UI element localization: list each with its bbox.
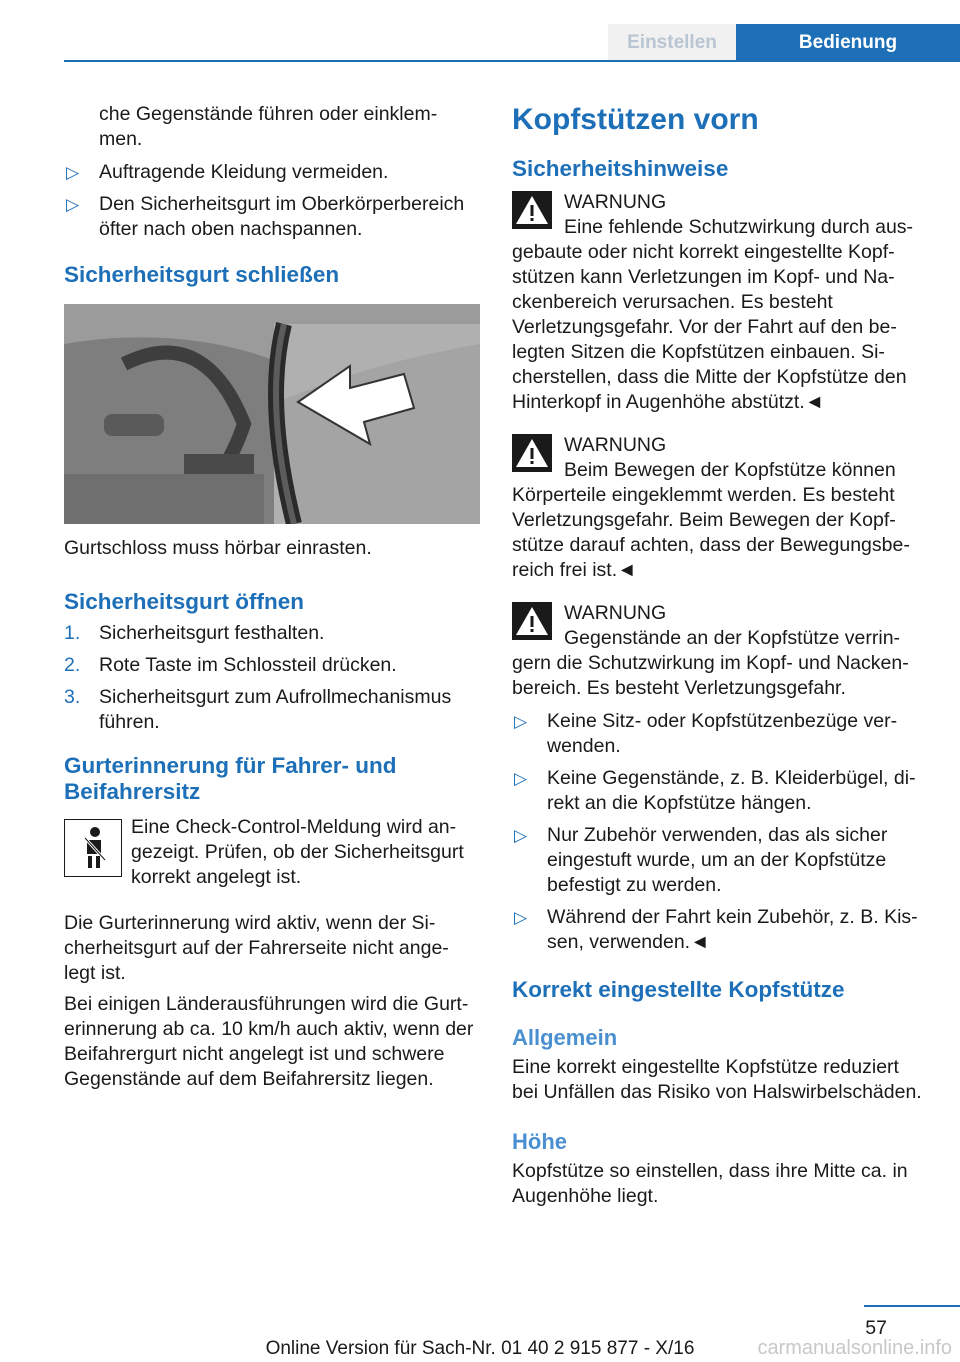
belt-reminder-block (64, 815, 480, 895)
triangle-bullet-icon: ▷ (66, 195, 80, 214)
warning-triangle-icon (512, 602, 552, 640)
warning-label: WARNUNG (564, 602, 667, 624)
tab-einstellen[interactable]: Einstellen (608, 24, 736, 60)
left-column (64, 102, 480, 1092)
warning-text-first: Beim Bewegen der Kopfstütze können (564, 459, 896, 481)
list-item: 2. Rote Taste im Schlossteil drücken. (64, 654, 397, 676)
heading-sicherheitsgurt-schliessen: Sicherheitsgurt schließen (64, 262, 340, 287)
continued-text: che Gegenstände führen oder einklem-men. (99, 103, 438, 150)
warning-text: gern die Schutzwirkung im Kopf- und Nacken-bereich. Es besteht Verletzungsgefahr. (512, 652, 909, 699)
page-number: 57 (865, 1317, 887, 1339)
list-item: ▷ Keine Sitz- oder Kopfstützenbezüge ver-wenden. (514, 710, 898, 757)
triangle-bullet-icon: ▷ (514, 769, 528, 788)
step-number: 2. (64, 654, 81, 676)
belt-reminder-text: Eine Check-Control-Meldung wird an-gezeigt. Prüfen, ob der Sicherheitsgurt korrekt angelegt ist. (131, 816, 464, 888)
hoehe-text: Kopfstütze so einstellen, dass ihre Mitte ca. in Augenhöhe liegt. (512, 1160, 908, 1207)
list-item: 3. Sicherheitsgurt zum Aufrollmechanismus führen. (64, 686, 452, 733)
warning-text: Körperteile eingeklemmt werden. Es besteht Verletzungsgefahr. Beim Bewegen der Kopf-stütze darauf achten, dass der Bewegungsbe-reich frei ist.◄ (512, 484, 910, 581)
warning-text-first: Gegenstände an der Kopfstütze verrin- (564, 627, 901, 649)
warning-text: gebaute oder nicht korrekt eingestellte Kopf-stützen kann Verletzungen im Kopf- und Na-ckenbereich verursachen. Es besteht Verletzungsgefahr. Vor der Fahrt auf den be-legten Sitzen die Kopfstützen einbauen. Si-cherstellen, dass die Mitte der Kopfstütze den Hinterkopf in Augenhöhe abstützt.◄ (512, 241, 907, 413)
list-item: 1. Sicherheitsgurt festhalten. (64, 622, 325, 644)
footer-divider (864, 1305, 960, 1307)
triangle-bullet-icon: ▷ (514, 826, 528, 845)
caption-schliessen: Gurtschloss muss hörbar einrasten. (64, 537, 372, 559)
tab-bedienung[interactable]: Bedienung (736, 24, 960, 60)
watermark: carmanualsonline.info (757, 1337, 952, 1359)
heading-hoehe: Höhe (512, 1129, 567, 1154)
allgemein-text: Eine korrekt eingestellte Kopfstütze reduziert bei Unfällen das Risiko von Halswirbelschäden. (512, 1056, 922, 1103)
warning-triangle-icon (512, 191, 552, 229)
seatbelt-buckle-photo (64, 304, 480, 524)
warning-block (512, 190, 928, 415)
warning-text-first: Eine fehlende Schutzwirkung durch aus- (564, 216, 914, 238)
list-item: ▷ Keine Gegenstände, z. B. Kleiderbügel, di-rekt an die Kopfstütze hängen. (514, 767, 916, 814)
page-header (64, 0, 960, 62)
bullet-list-top (64, 160, 480, 242)
triangle-bullet-icon: ▷ (66, 163, 80, 182)
seatbelt-warning-icon (64, 819, 122, 877)
triangle-bullet-icon: ▷ (514, 908, 528, 927)
bullet-list-kopfstuetze (512, 709, 928, 955)
heading-sicherheitshinweise: Sicherheitshinweise (512, 156, 729, 181)
heading-korrekt-eingestellt: Korrekt eingestellte Kopfstütze (512, 977, 845, 1002)
list-item: ▷ Auftragende Kleidung vermeiden. (66, 161, 389, 183)
step-number: 3. (64, 686, 81, 708)
step-number: 1. (64, 622, 81, 644)
triangle-bullet-icon: ▷ (514, 712, 528, 731)
list-item: ▷ Den Sicherheitsgurt im Oberkörperbereich öfter nach oben nachspannen. (66, 193, 465, 240)
warning-block (512, 433, 928, 583)
list-item: ▷ Nur Zubehör verwenden, das als sicher eingestuft wurde, um an der Kopfstütze befestigt zu werden. (514, 824, 888, 896)
heading-gurterinnerung: Gurterinnerung für Fahrer- und Beifahrersitz (64, 753, 397, 804)
online-version-footer: Online Version für Sach-Nr. 01 40 2 915 877 - X/16 (265, 1338, 695, 1359)
warning-block (512, 601, 928, 701)
heading-allgemein: Allgemein (512, 1025, 618, 1050)
header-divider (64, 60, 960, 62)
list-item: ▷ Während der Fahrt kein Zubehör, z. B. Kis-sen, verwenden.◄ (514, 906, 918, 953)
steps-list (64, 621, 480, 735)
paragraph-aktiv: Die Gurterinnerung wird aktiv, wenn der Si-cherheitsgurt auf der Fahrerseite nicht ange-legt ist. (64, 912, 449, 984)
page-title: Kopfstützen vorn (512, 103, 759, 136)
warning-label: WARNUNG (564, 191, 667, 213)
warning-label: WARNUNG (564, 434, 667, 456)
heading-sicherheitsgurt-oeffnen: Sicherheitsgurt öffnen (64, 589, 305, 614)
paragraph-laender: Bei einigen Länderausführungen wird die Gurt-erinnerung ab ca. 10 km/h auch aktiv, wenn der Beifahrergurt nicht angelegt ist und schwere Gegenstände auf dem Beifahrersitz liegen. (64, 993, 474, 1090)
right-column (512, 102, 928, 1209)
warning-triangle-icon (512, 434, 552, 472)
